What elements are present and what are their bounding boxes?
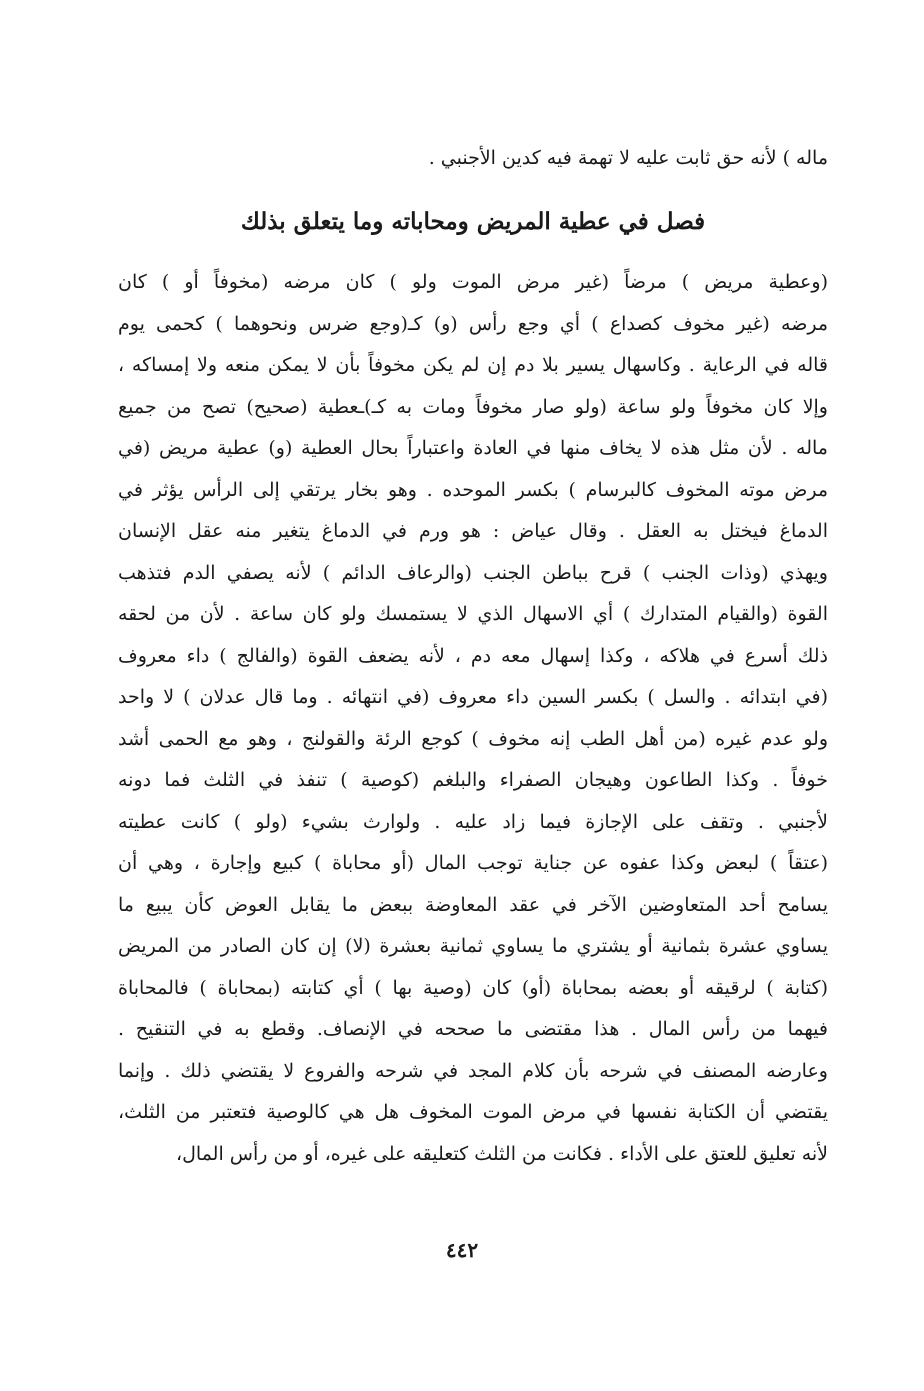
body-line: قاله في الرعاية . وكاسهال يسير بلا دم إن لم يكن مخوفاً بأن لا يمكن منعه ولا إمساكه ،: [118, 354, 828, 376]
body-line: يسامح أحد المتعاوضين الآخر في عقد المعاوضة ببعض ما يقابل العوض كأن يبيع ما: [118, 893, 828, 916]
body-line: ولو عدم غيره (من أهل الطب إنه مخوف ) كوجع الرئة والقولنج ، وهو مع الحمى أشد: [118, 727, 828, 750]
body-line: (كتابة ) لرقيقه أو بعضه بمحاباة (أو) كان (وصية بها ) أي كتابته (بمحاباة ) فالمحاباة: [118, 976, 828, 999]
body-line: لأنه تعليق للعتق على الأداء . فكانت من الثلث كتعليقه على غيره، أو من رأس المال،: [175, 1142, 828, 1165]
body-line: ويهذي (وذات الجنب ) قرح بباطن الجنب (والرعاف الدائم ) لأنه يصفي الدم فتذهب: [118, 561, 828, 584]
body-line: مرضه (غير مخوف كصداع ) أي وجع رأس (و) كـ(وجع ضرس ونحوهما ) كحمى يوم: [118, 312, 828, 335]
body-line: ذلك أسرع في هلاكه ، وكذا إسهال معه دم ، لأنه يضعف القوة (والفالج ) داء معروف: [118, 644, 828, 667]
body-line: وإلا كان مخوفاً ولو ساعة (ولو صار مخوفاً ومات به كـ)ـعطية (صحيح) تصح من جميع: [118, 395, 828, 418]
body-line: (وعطية مريض ) مرضاً (غير مرض الموت ولو ) كان مرضه (مخوفاً أو ) كان: [118, 271, 828, 293]
body-line: وعارضه المصنف في شرحه بأن كلام المجد في شرحه والفروع لا يقتضي ذلك . وإنما: [118, 1059, 828, 1082]
intro-line: ماله ) لأنه حق ثابت عليه لا تهمة فيه كدين الأجنبي .: [428, 147, 828, 169]
body-line: الدماغ فيختل به العقل . وقال عياض : هو ورم في الدماغ يتغير منه عقل الإنسان: [118, 520, 828, 542]
page-number: ٤٤٢: [445, 1238, 479, 1262]
body-line: يقتضي أن الكتابة نفسها في مرض الموت المخوف هل هي كالوصية فتعتبر من الثلث،: [118, 1101, 828, 1123]
body-line: خوفاً . وكذا الطاعون وهيجان الصفراء والبلغم (كوصية ) تنفذ في الثلث فما دونه: [118, 769, 828, 791]
section-title: فصل في عطية المريض ومحاباته وما يتعلق بذلك: [240, 208, 706, 235]
body-line: مرض موته المخوف كالبرسام ) بكسر الموحده . وهو بخار يرتقي إلى الرأس يؤثر في: [118, 478, 828, 501]
body-text: [118, 262, 828, 1207]
body-line: ماله . لأن مثل هذه لا يخاف منها في العادة واعتباراً بحال العطية (و) عطية مريض (في: [118, 437, 828, 459]
body-line: القوة (والقيام المتدارك ) أي الاسهال الذي لا يستمسك ولو كان ساعة . لأن من لحقه: [118, 603, 828, 625]
body-line: (في ابتدائه . والسل ) بكسر السين داء معروف (في انتهائه . وما قال عدلان ) لا واحد: [118, 686, 828, 708]
body-line: يساوي عشرة بثمانية أو يشتري ما يساوي ثمانية بعشرة (لا) إن كان الصادر من المريض: [118, 935, 828, 957]
body-line: لأجنبي . وتقف على الإجازة فيما زاد عليه . ولوارث بشيء (ولو ) كانت عطيته: [118, 810, 828, 833]
body-line: (عتقاً ) لبعض وكذا عفوه عن جناية توجب المال (أو محاباة ) كبيع وإجارة ، وهي أن: [118, 852, 828, 874]
body-line: فيهما من رأس المال . هذا مقتضى ما صححه في الإنصاف. وقطع به في التنقيح .: [118, 1018, 828, 1040]
